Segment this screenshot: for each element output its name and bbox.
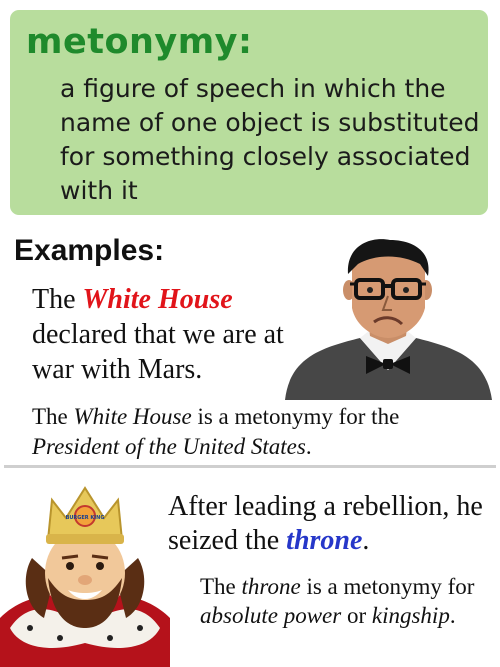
example-1-explain-em1: White House	[73, 404, 192, 429]
example-1-explain-pre: The	[32, 404, 74, 429]
example-1-highlight: White House	[82, 284, 233, 315]
example-2-text-before: After leading a rebellion, he seized the	[168, 491, 483, 556]
example-2-explain-em2: absolute power	[200, 603, 342, 628]
example-2-sentence	[168, 490, 498, 558]
example-1-explanation	[32, 402, 492, 462]
example-2-explain-mid: is a metonymy for	[300, 574, 475, 599]
example-1-explain-post: .	[305, 434, 312, 459]
example-2-explain-em1: throne	[241, 574, 301, 599]
definition-term: metonymy:	[26, 22, 253, 62]
example-1-explain-em2: President of the United States	[32, 434, 306, 459]
example-1-explain-mid: is a metonymy for the	[191, 404, 400, 429]
burger-king-illustration-icon	[0, 478, 170, 667]
examples-heading: Examples:	[14, 234, 165, 267]
definition-box	[10, 10, 488, 215]
definition-text: a figure of speech in which the name of one object is substituted for something closely associated with it	[60, 74, 480, 205]
example-1-sentence	[32, 282, 297, 387]
example-2-text-after: .	[362, 525, 370, 556]
example-2-highlight: throne	[286, 525, 363, 556]
example-2-explanation	[200, 572, 495, 630]
president-man-illustration-icon	[280, 238, 495, 400]
section-divider	[4, 465, 496, 468]
example-2-explain-post: .	[449, 603, 456, 628]
example-2-explain-em3: kingship	[371, 603, 450, 628]
example-2-explain-pre: The	[200, 574, 242, 599]
example-1-text-after: declared that we are at war with Mars.	[32, 319, 284, 385]
example-2-explain-mid2: or	[341, 603, 372, 628]
crown-logo-text: BURGER KING	[65, 515, 105, 521]
example-1-text-before: The	[32, 284, 83, 315]
